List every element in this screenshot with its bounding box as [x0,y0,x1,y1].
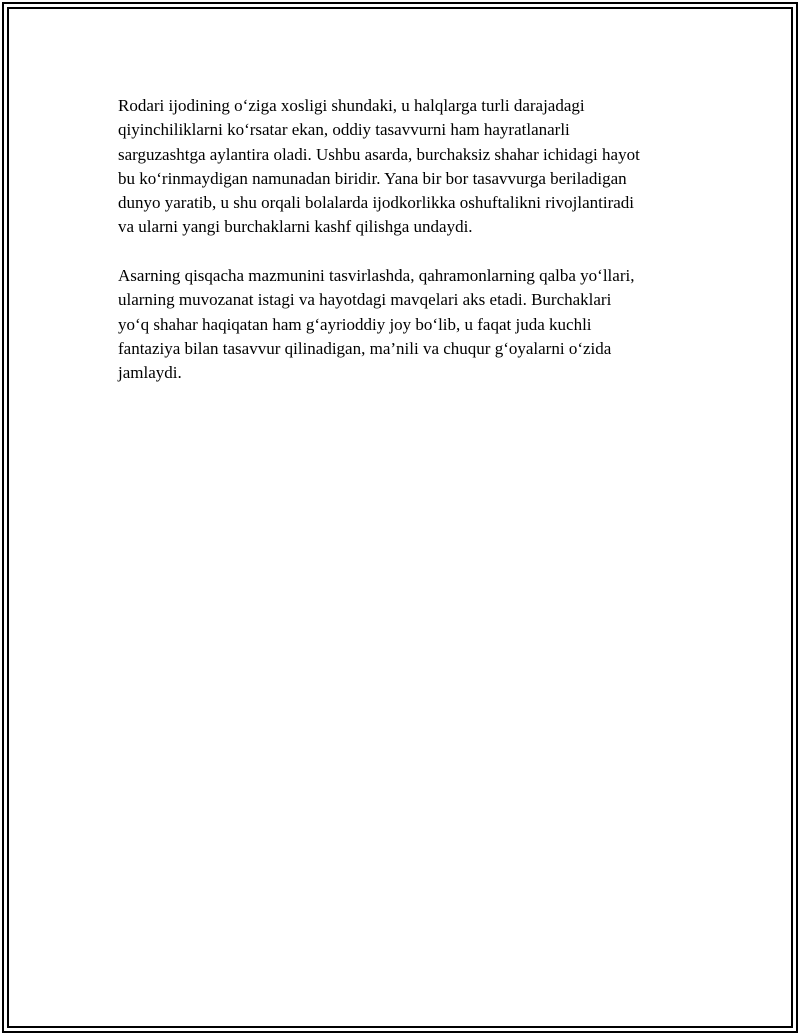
text-line: ularning muvozanat istagi va hayotdagi mavqelari aks etadi. Burchaklari [118,290,612,310]
paragraph-2 [118,264,708,385]
text-line: Rodari ijodining o‘ziga xosligi shundaki, u halqlarga turli darajadagi [118,96,585,115]
text-line: va ularni yangi burchaklarni kashf qilishga undaydi. [118,217,473,237]
text-line: jamlaydi. [118,363,182,383]
text-line: yo‘q shahar haqiqatan ham g‘ayrioddiy joy bo‘lib, u faqat juda kuchli [118,314,592,334]
document-body [118,94,708,410]
text-line: bu ko‘rinmaydigan namunadan biridir. Yana bir bor tasavvurga beriladigan [118,168,627,188]
paragraph-1 [118,94,708,240]
text-line: fantaziya bilan tasavvur qilinadigan, ma’nili va chuqur g‘oyalarni o‘zida [118,338,612,358]
text-line: sarguzashtga aylantira oladi. Ushbu asarda, burchaksiz shahar ichidagi hayot [118,144,640,164]
text-line: Asarning qisqacha mazmunini tasvirlashda, qahramonlarning qalba yo‘llari, [118,266,635,286]
text-line: dunyo yaratib, u shu orqali bolalarda ijodkorlikka oshuftalikni rivojlantiradi [118,193,635,213]
text-line: qiyinchiliklarni ko‘rsatar ekan, oddiy tasavvurni ham hayratlanarli [118,120,570,140]
